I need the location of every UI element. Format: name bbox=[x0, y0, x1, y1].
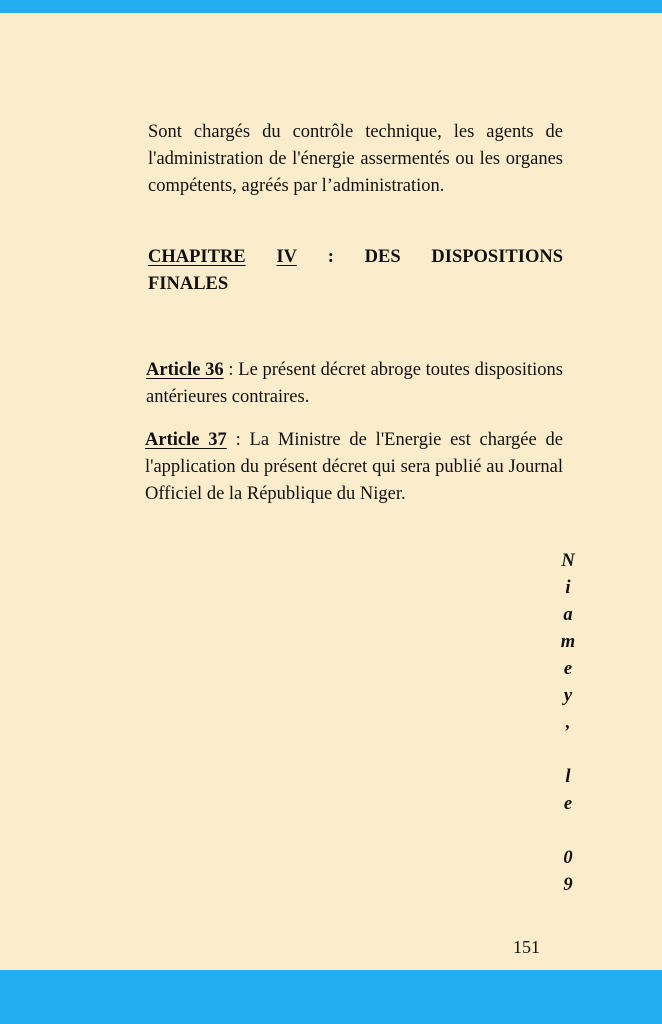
article-text: : Le présent décret abroge toutes dispositions antérieures contraires. bbox=[146, 360, 563, 407]
signature-char: e bbox=[563, 659, 573, 679]
chapter-number: IV bbox=[276, 247, 297, 267]
chapter-title-word: FINALES bbox=[148, 274, 229, 294]
signature-place-date bbox=[558, 548, 578, 899]
signature-char: a bbox=[563, 605, 573, 625]
signature-char: e bbox=[563, 794, 573, 814]
signature-char: 0 bbox=[563, 848, 573, 868]
signature-char: N bbox=[561, 551, 575, 571]
chapter-separator: : bbox=[327, 247, 334, 267]
signature-char: m bbox=[560, 632, 576, 652]
article-label: Article 36 bbox=[146, 360, 224, 380]
signature-char: 9 bbox=[563, 875, 573, 895]
bottom-color-band bbox=[0, 970, 662, 1024]
page-number: 151 bbox=[513, 937, 540, 957]
paragraph-technical-control: Sont chargés du contrôle technique, les agents de l'administration de l'énergie assermentés ou les organes compétents, agréés par l’administration. bbox=[148, 122, 563, 196]
chapter-label: CHAPITRE bbox=[148, 247, 246, 267]
article-text: : La Ministre de l'Energie est chargée de l'application du présent décret qui sera publié au Journal Officiel de la République du Niger. bbox=[145, 430, 563, 504]
top-color-band bbox=[0, 0, 662, 13]
signature-char: y bbox=[563, 686, 573, 706]
article-37 bbox=[145, 427, 563, 508]
signature-char bbox=[558, 818, 578, 845]
signature-char: i bbox=[565, 578, 571, 598]
signature-char bbox=[558, 737, 578, 764]
signature-char: , bbox=[565, 713, 571, 733]
article-36 bbox=[146, 357, 563, 411]
chapter-heading bbox=[148, 244, 563, 298]
chapter-title-word: DES bbox=[364, 247, 401, 267]
signature-char: l bbox=[565, 767, 571, 787]
article-label: Article 37 bbox=[145, 430, 227, 450]
chapter-title-word: DISPOSITIONS bbox=[431, 247, 563, 267]
